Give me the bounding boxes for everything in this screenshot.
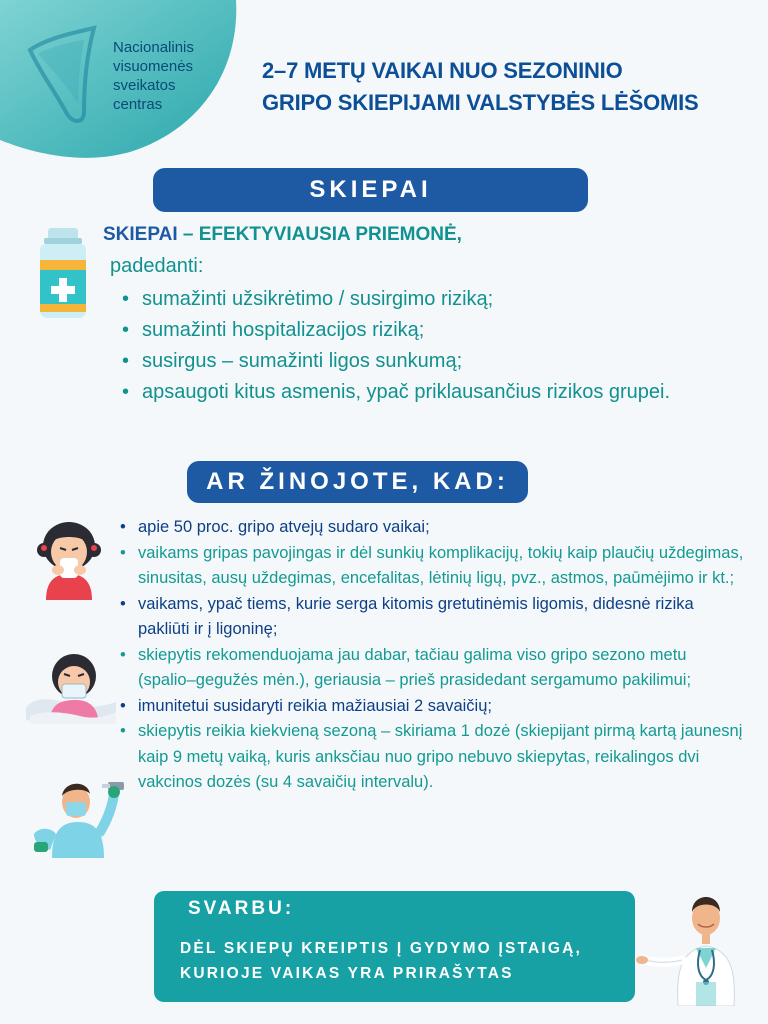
logo-line: sveikatos [113, 77, 176, 94]
nvsc-logo-icon [22, 20, 102, 130]
logo-line: Nacionalinis [113, 39, 194, 56]
list-item: • imunitetui susidaryti reikia mažiausiai 2 savaičių; [118, 694, 748, 720]
list-item: • vaikams, ypač tiems, kurie serga kitomis gretutinėmis ligomis, didesnė rizika pakliūti ir į ligoninę; [118, 592, 748, 643]
vaccine-benefits-list [120, 284, 740, 408]
list-item: • skiepytis rekomenduojama jau dabar, tačiau galima viso gripo sezono metu (spalio–gegužės mėn.), geriausia – prieš prasidedant sergamumo pakilimui; [118, 643, 748, 694]
list-item: • vaikams gripas pavojingas ir dėl sunkių komplikacijų, tokių kaip plaučių uždegimas, sinusitas, ausų uždegimas, encefalitas, lėtinių ligų, pvz., astmos, paūmėjimo ir kt.; [118, 541, 748, 592]
organization-name [113, 38, 194, 114]
vaccines-section-pill: SKIEPAI [153, 168, 588, 212]
vaccines-heading [103, 224, 462, 246]
doctor-icon [636, 884, 752, 1006]
list-item: • apie 50 proc. gripo atvejų sudaro vaikai; [118, 515, 748, 541]
list-item: • sumažinti užsikrėtimo / susirgimo riziką; [120, 284, 740, 315]
vaccines-subheading: padedanti: [110, 255, 204, 277]
facts-list [118, 515, 748, 796]
list-item: • apsaugoti kitus asmenis, ypač priklausančius rizikos grupei. [120, 377, 740, 408]
vaccine-vial-icon [34, 226, 92, 320]
nurse-with-syringe-icon [26, 772, 126, 858]
logo-line: visuomenės [113, 58, 194, 75]
title-line-2: GRIPO SKIEPIJAMI VALSTYBĖS LĖŠOMIS [262, 90, 699, 115]
sick-child-in-bed-icon [24, 646, 118, 726]
important-text [180, 936, 582, 986]
important-line-2: KURIOJE VAIKAS YRA PRIRAŠYTAS [180, 965, 514, 982]
vaccines-heading-rest: – EFEKTYVIAUSIA PRIEMONĖ, [177, 224, 462, 245]
list-item: • susirgus – sumažinti ligos sunkumą; [120, 346, 740, 377]
important-line-1: DĖL SKIEPŲ KREIPTIS Į GYDYMO ĮSTAIGĄ, [180, 940, 583, 957]
list-item: • skiepytis reikia kiekvieną sezoną – skiriama 1 dozė (skiepijant pirmą kartą jaunesnį kaip 9 metų vaiką, kuris anksčiau nuo gripo nebuvo skiepytas, reikalingos dvi vakcinos dozės (su 4 savaičių intervalu). [118, 719, 748, 796]
page-title [262, 55, 762, 119]
title-line-1: 2–7 METŲ VAIKAI NUO SEZONINIO [262, 58, 623, 83]
logo-line: centras [113, 96, 163, 113]
facts-section-pill: AR ŽINOJOTE, KAD: [187, 461, 528, 503]
important-title: SVARBU: [188, 898, 295, 919]
vaccines-heading-lead: SKIEPAI [103, 224, 178, 245]
list-item: • sumažinti hospitalizacijos riziką; [120, 315, 740, 346]
sneezing-girl-icon [36, 518, 102, 600]
